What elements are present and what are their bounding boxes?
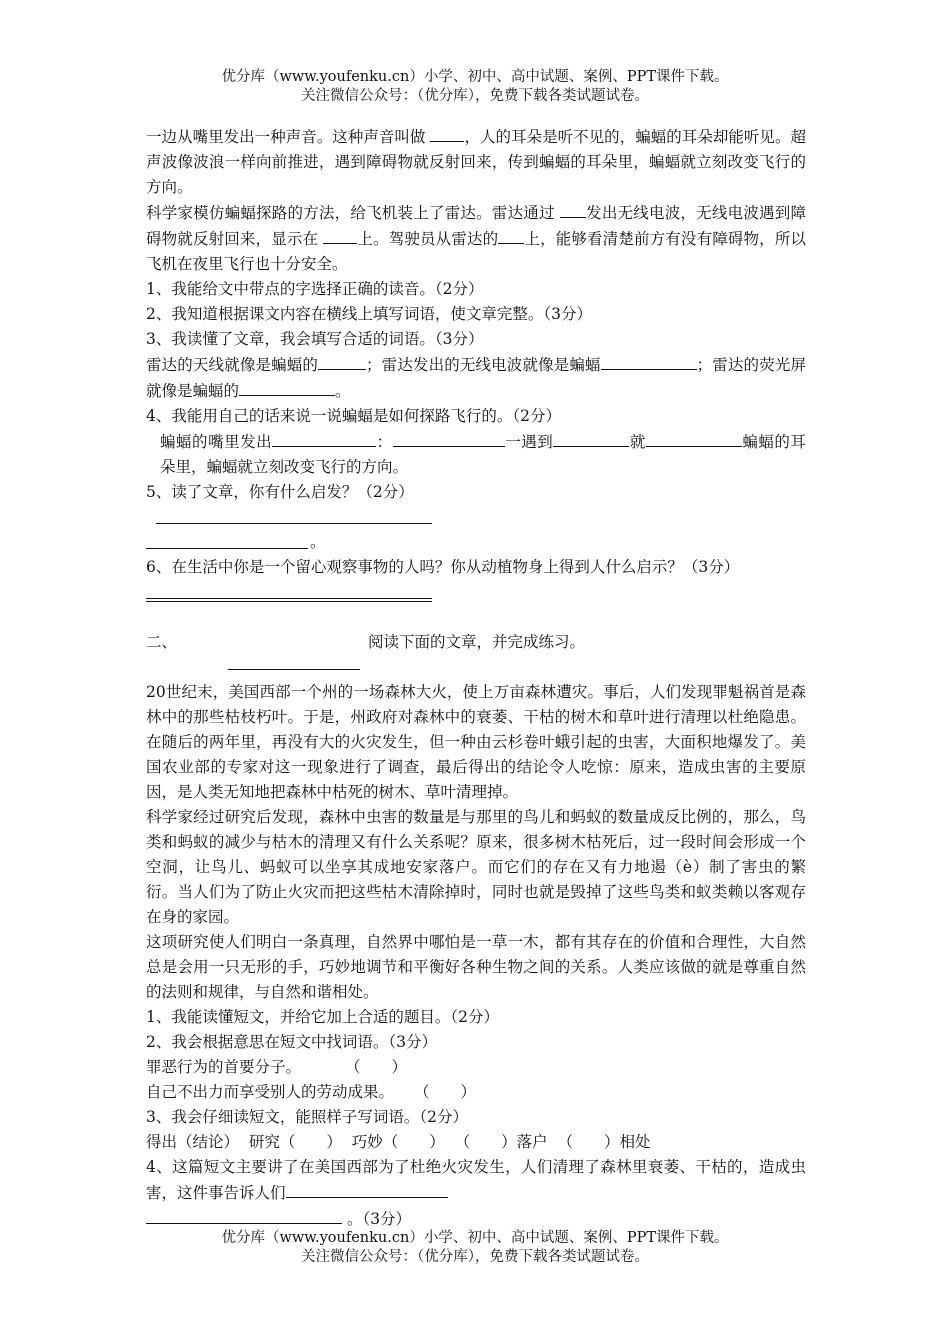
answer-paren[interactable]: 巧妙（ ） [351, 1133, 445, 1151]
passage2-paragraph-3: 这项研究使人们明白一条真理，自然界中哪怕是一草一木，都有其存在的价值和合理性，大自然总是会用一只无形的手，巧妙地调节和平衡好各种生物之间的关系。人类应该做的就是尊重自然的法则和规律，与自然和谐相处。 [146, 933, 806, 1001]
text: 上，能够看清楚前方有没有障碍物，所以飞机在夜里飞行也十分安全。 [146, 230, 806, 273]
fill-blank[interactable] [601, 352, 697, 370]
s2-question-2b [146, 1080, 806, 1105]
text: 就 [629, 433, 646, 451]
text: 科学家模仿蝙蝠探路的方法，给飞机装上了雷达。雷达通过 [146, 204, 560, 222]
text: 蝙蝠的嘴里发出 [160, 433, 273, 451]
passage1-paragraph-1 [146, 124, 806, 200]
text: 罪恶行为的首要分子。 [146, 1058, 302, 1076]
page-footer [0, 1229, 950, 1267]
fill-blank[interactable] [498, 226, 524, 244]
fill-blank[interactable] [239, 378, 335, 396]
passage1-paragraph-2 [146, 200, 806, 277]
text: 。 [335, 382, 351, 400]
fill-blank[interactable] [272, 429, 376, 447]
text: 自己不出力而享受别人的劳动成果。 [146, 1083, 395, 1101]
fill-blank[interactable] [646, 429, 742, 447]
text: ： [376, 433, 393, 451]
s2-question-1: 1、我能读懂短文，并给它加上合适的题目。（2分） [146, 1008, 499, 1026]
text: 4、这篇短文主要讲了在美国西部为了杜绝火灾发生，人们清理了森林里衰萎、干枯的，造成虫害，这件事告诉人们 [146, 1158, 806, 1202]
section-title: 阅读下面的文章，并完成练习。 [368, 633, 586, 651]
footer-line-1: 优分库（www.youfenku.cn）小学、初中、高中试题、案例、PPT课件下载。 [221, 1230, 729, 1246]
s2-question-4 [146, 1155, 806, 1206]
header-line-2: 关注微信公众号：（优分库），免费下载各类试题试卷。 [301, 88, 649, 104]
s2-question-2a [146, 1055, 806, 1080]
title-blank[interactable] [146, 655, 806, 680]
text: 一遇到 [504, 433, 554, 451]
question-1: 1、我能给文中带点的字选择正确的读音。（2分） [146, 280, 484, 298]
s2-question-3-answers [146, 1130, 806, 1155]
answer-paren[interactable]: （ ） [414, 1083, 477, 1101]
passage2-paragraph-1: 20世纪末，美国西部一个州的一场森林大火，使上万亩森林遭灾。事后，人们发现罪魁祸首是森林中的那些枯枝朽叶。于是，州政府对森林中的衰萎、干枯的树木和草叶进行清理以杜绝隐患。在随后的两年里，再没有大的火灾发生，但一种由云杉卷叶蛾引起的虫害，大面积地爆发了。美国农业部的专家对这一现象进行了调查，最后得出的结论令人吃惊：原来，造成虫害的主要原因，是人类无知地把森林中枯死的树木、草叶清理掉。 [146, 683, 806, 801]
fill-blank[interactable] [560, 200, 586, 218]
text: 雷达的天线就像是蝙蝠的 [146, 356, 319, 374]
section-2-heading [146, 630, 806, 655]
page-header [0, 68, 950, 106]
fill-blank[interactable] [553, 429, 629, 447]
answer-line-6b[interactable] [146, 605, 806, 630]
text: 一边从嘴里发出一种声音。这种声音叫做 [146, 128, 431, 146]
question-6: 6、在生活中你是一个留心观察事物的人吗？你从动植物身上得到人什么启示？（3分） [146, 558, 740, 576]
fill-blank[interactable] [318, 352, 366, 370]
question-4: 4、我能用自己的话来说一说蝙蝠是如何探路飞行的。（2分） [146, 407, 561, 425]
fill-blank[interactable] [393, 429, 505, 447]
text: 发出无线电波，无线电波遇到障碍物就反射回来，显示在 [146, 204, 806, 248]
fill-blank[interactable] [323, 226, 357, 244]
fill-blank[interactable] [146, 1206, 342, 1224]
text: ；雷达发出的无线电波就像是蝙蝠 [366, 356, 601, 374]
question-3-answer [146, 352, 806, 404]
passage2-paragraph-2: 科学家经过研究后发现，森林中虫害的数量是与那里的鸟儿和蚂蚁的数量成反比例的，那么，鸟类和蚂蚁的减少与枯木的清理又有什么关系呢？原来，很多树木枯死后，过一段时间会形成一个空洞，让鸟儿、蚂蚁可以坐享其成地安家落户。而它们的存在又有力地遏（è）制了害虫的繁衍。当人们为了防止火灾而把这些枯木清除掉时，同时也就是毁掉了这些鸟类和蚁类赖以客观存在身的家园。 [146, 808, 806, 926]
fill-blank[interactable] [430, 124, 464, 142]
answer-paren[interactable]: （ ）相处 [557, 1133, 651, 1151]
question-3: 3、我读懂了文章，我会填写合适的词语。（3分） [146, 330, 484, 348]
section-number: 二、 [146, 633, 178, 651]
text: ；雷达的荧光屏就像是蝙蝠的 [146, 356, 806, 400]
answer-paren[interactable]: （ ） [345, 1058, 408, 1076]
answer-line-5a[interactable] [146, 505, 806, 530]
answer-line-5b[interactable] [146, 530, 806, 555]
text: ，人的耳朵是听不见的，蝙蝠的耳朵却能听见。超声波像波浪一样向前推进，遇到障碍物就反射回来，传到蝙蝠的耳朵里，蝙蝠就立刻改变飞行的方向。 [146, 128, 806, 196]
footer-line-2: 关注微信公众号：（优分库），免费下载各类试题试卷。 [301, 1249, 649, 1265]
s2-question-2: 2、我会根据意思在短文中找词语。（3分） [146, 1033, 437, 1051]
text: 。 [310, 533, 326, 551]
document-body [146, 124, 806, 1232]
question-4-answer [146, 429, 806, 480]
question-5: 5、读了文章，你有什么启发？（2分） [146, 483, 414, 501]
example-word: 得出（结论） [146, 1133, 240, 1151]
question-2: 2、我知道根据课文内容在横线上填写词语，使文章完整。（3分） [146, 305, 592, 323]
fill-blank[interactable] [286, 1180, 448, 1198]
answer-paren[interactable]: 研究（ ） [248, 1133, 342, 1151]
s2-question-3: 3、我会仔细读短文，能照样子写词语。（2分） [146, 1108, 468, 1126]
header-line-1: 优分库（www.youfenku.cn）小学、初中、高中试题、案例、PPT课件下载。 [221, 69, 729, 85]
text: 上。驾驶员从雷达的 [357, 230, 499, 248]
text: 蝙蝠的耳朵里，蝙蝠就立刻改变飞行的方向。 [160, 433, 806, 476]
answer-paren[interactable]: （ ）落户 [454, 1133, 548, 1151]
text: 。（3分） [346, 1210, 412, 1228]
